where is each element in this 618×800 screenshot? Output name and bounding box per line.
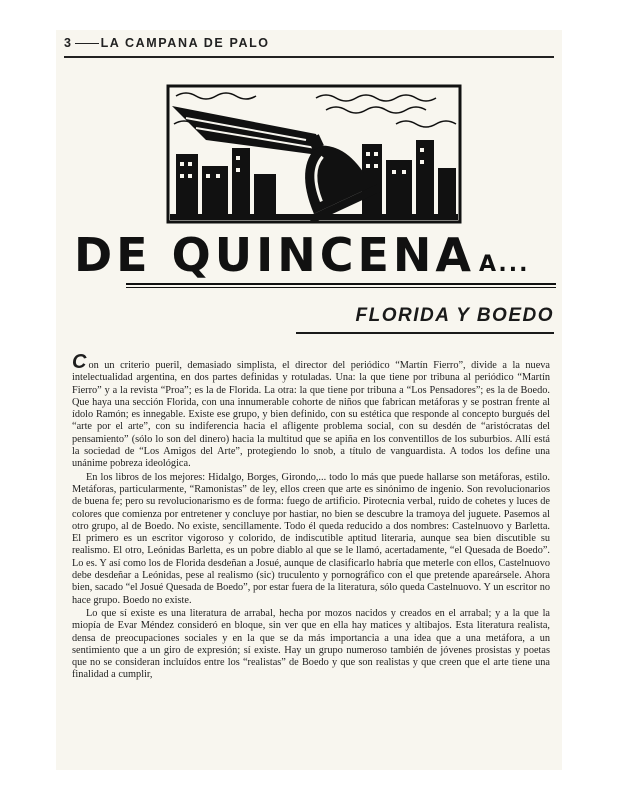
- bell-over-city-woodcut-icon: [166, 84, 462, 224]
- publication-name: LA CAMPANA DE PALO: [100, 36, 270, 50]
- masthead-rule: [126, 283, 556, 285]
- masthead: [74, 228, 564, 288]
- running-head: [64, 36, 554, 50]
- section-title-rule: [296, 332, 554, 334]
- paragraph-2: En los libros de los mejores: Hidalgo, Borges, Girondo,... todo lo más que puede hallarse son metáforas, estilo. Metáforas, particularmente, “Ramonistas” de ley, ellos creen que arte es sinónimo de ingenio. Son revolucionarios de buena fe; pero su revolucionarismo es de forma: fuego de artificio. Pirotecnia verbal, ruido de cohetes y luces de colores que comienza por entretener y concluye por hastiar, no bien se descubre la tramoya del juguete. Pasemos al otro grupo, al de Boedo. No existe, sencillamente. Todo él queda reducido a dos nombres: Castelnuovo y Barletta. El primero es un escritor vigoroso y colorido, de indiscutible aptitud literaria, aunque sea bien discutible su realismo. El otro, Leónidas Barletta, es un pobre diablo al que se le llamó, acertadamente, “el Quesada de Boedo”. Lo es. Y así como los de Florida desdeñan a Josué, aunque de clasificarlo habría que meterle con ellos, Castelnuovo debe desdeñar a Leónidas, pese al realismo (sic) truculento y pornográfico con el que pretende apareársele. Ahora bien, sacado “el Josué Quesada de Boedo”, por estar fuera de la literatura, sólo queda Castelnuovo. Y un escritor no hace grupo. Boedo no existe.: [72, 471, 550, 606]
- head-rule: [64, 56, 554, 58]
- drop-cap: C: [72, 351, 87, 373]
- page-number: 3: [64, 36, 73, 50]
- paragraph-3: Lo que sí existe es una literatura de arrabal, hecha por mozos nacidos y creados en el arrabal; y a la que la miopía de Evar Méndez consideró en bloque, sin ver que en ella hay matices y altibajos. Esta literatura realista, densa de preocupaciones sociales y en la que se da más importancia a una idea que a una metáfora, a un sentimiento que a un giro de expresión; sí existe. Hay un grupo numeroso también de jóvenes prosistas y poetas que no se consideran incluídos entre los “realistas” de Boedo y que son realistas y que creen que el arte tiene una finalidad a cumplir,: [72, 607, 550, 681]
- masthead-rule-thin: [126, 287, 556, 288]
- masthead-main: DE QUINCENA: [74, 228, 475, 282]
- masthead-suffix: A...: [478, 252, 530, 277]
- paragraph-1: [72, 351, 550, 471]
- page: [56, 30, 562, 770]
- article-body: [72, 351, 550, 683]
- paragraph-1-text: on un criterio pueril, demasiado simplista, el director del periódico “Martín Fierro”, divide a la nueva intelectualidad argentina, en dos partes definidas y rotuladas. Una: la que tiene por tribuna al periódico “Martín Fierro” y a la revista “Proa”; es la de Florida. La otra: la que tiene por tribuna a “Los Pensadores”; es la de Boedo. Que haya una sección Florida, con una innumerable cohorte de niños que fabrican metáforas y se postran frente al ídolo Ramón; es innegable. Existe ese grupo, y bien definido, con su estética que responde al concepto burgués del “arte por el arte”, con su indiferencia hacia el afligente problema social, con su desdén de “aristócratas del pensamiento” (sólo lo son del dinero) hacia la multitud que se apiña en los conventillos de los suburbios. Allí está la sociedad de “Los Amigos del Arte”, protegiendo lo snob, a título de vanguardista. A todos los define una unánime pobreza ideológica.: [72, 360, 550, 470]
- section-title: FLORIDA Y BOEDO: [355, 305, 554, 326]
- head-dash: [75, 43, 99, 44]
